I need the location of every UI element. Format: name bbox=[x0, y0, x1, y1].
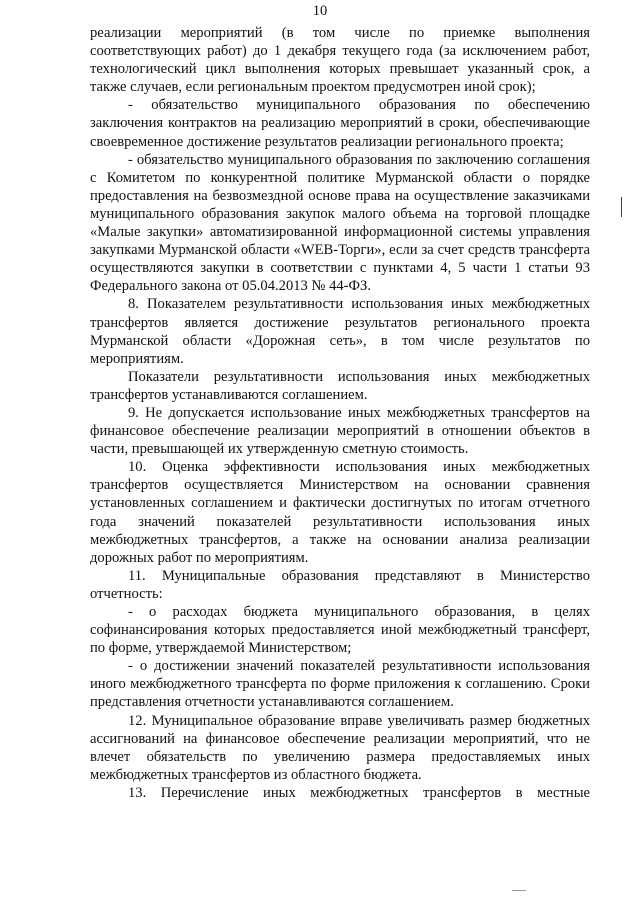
paragraph-indicators: Показатели результативности использования иных межбюджетных трансфертов устанавливаются соглашением. bbox=[90, 368, 590, 403]
paragraph-agreement-obligation: - обязательство муниципального образования по заключению соглашения с Комитетом по конкурентной политике Мурманской области о порядке предоставления на безвозмездной основе права на осуществление заказчиками муниципального образования закупок малого объема на торговой площадке «Малые закупки» автоматизированной информационной системы управления закупками Мурманской области «WEB-Торги», если за счет средств трансферта осуществляются закупки в соответствии с пунктами 4, 5 части 1 статьи 93 Федерального закона от 05.04.2013 № 44-ФЗ. bbox=[90, 151, 590, 295]
paragraph-12: 12. Муниципальное образование вправе увеличивать размер бюджетных ассигнований на финансовое обеспечение реализации мероприятий, что не влечет обязательств по увеличению размера предоставляемых иных межбюджетных трансфертов из областного бюджета. bbox=[90, 712, 590, 783]
margin-mark bbox=[621, 197, 622, 217]
paragraph-contract-obligation: - обязательство муниципального образования по обеспечению заключения контрактов на реализацию мероприятий в сроки, обеспечивающие своевременное достижение результатов реализации регионального проекта; bbox=[90, 97, 590, 150]
page-number: 10 bbox=[312, 3, 328, 19]
paragraph-indicators-report: - о достижении значений показателей результативности использования иного межбюджетного трансферта по форме приложения к соглашению. Сроки представления отчетности устанавливаются соглашением. bbox=[90, 658, 590, 711]
paragraph-13: 13. Перечисление иных межбюджетных трансфертов в местные bbox=[128, 784, 590, 801]
paragraph-10: 10. Оценка эффективности использования иных межбюджетных трансфертов осуществляется Министерством на основании сравнения установленных соглашением и фактически достигнутых по итогам отчетного года значений показателей результативности использования иных межбюджетных трансфертов, а также на основании анализа реализации дорожных работ по мероприятиям. bbox=[90, 459, 590, 566]
paragraph-9: 9. Не допускается использование иных межбюджетных трансфертов на финансовое обеспечение реализации мероприятий в отношении объектов в части, превышающей их утвержденную сметную стоимость. bbox=[90, 404, 590, 458]
scan-dash bbox=[512, 890, 526, 891]
paragraph-11: 11. Муниципальные образования представляют в Министерство отчетность: bbox=[90, 567, 590, 602]
paragraph-expenses-report: - о расходах бюджета муниципального образования, в целях софинансирования которых предоставляется иной межбюджетный трансферт, по форме, утверждаемой Министерством; bbox=[90, 604, 590, 657]
document-body bbox=[90, 24, 590, 802]
paragraph-continuation: реализации мероприятий (в том числе по приемке выполнения соответствующих работ) до 1 декабря текущего года (за исключением работ, технологический цикл выполнения которых превышает указанный срок, а также случаев, если региональным проектом предусмотрен иной срок); bbox=[90, 25, 590, 96]
paragraph-8: 8. Показателем результативности использования иных межбюджетных трансфертов является достижение результатов регионального проекта Мурманской области «Дорожная сеть», в том числе результатов по мероприятиям. bbox=[90, 296, 590, 367]
